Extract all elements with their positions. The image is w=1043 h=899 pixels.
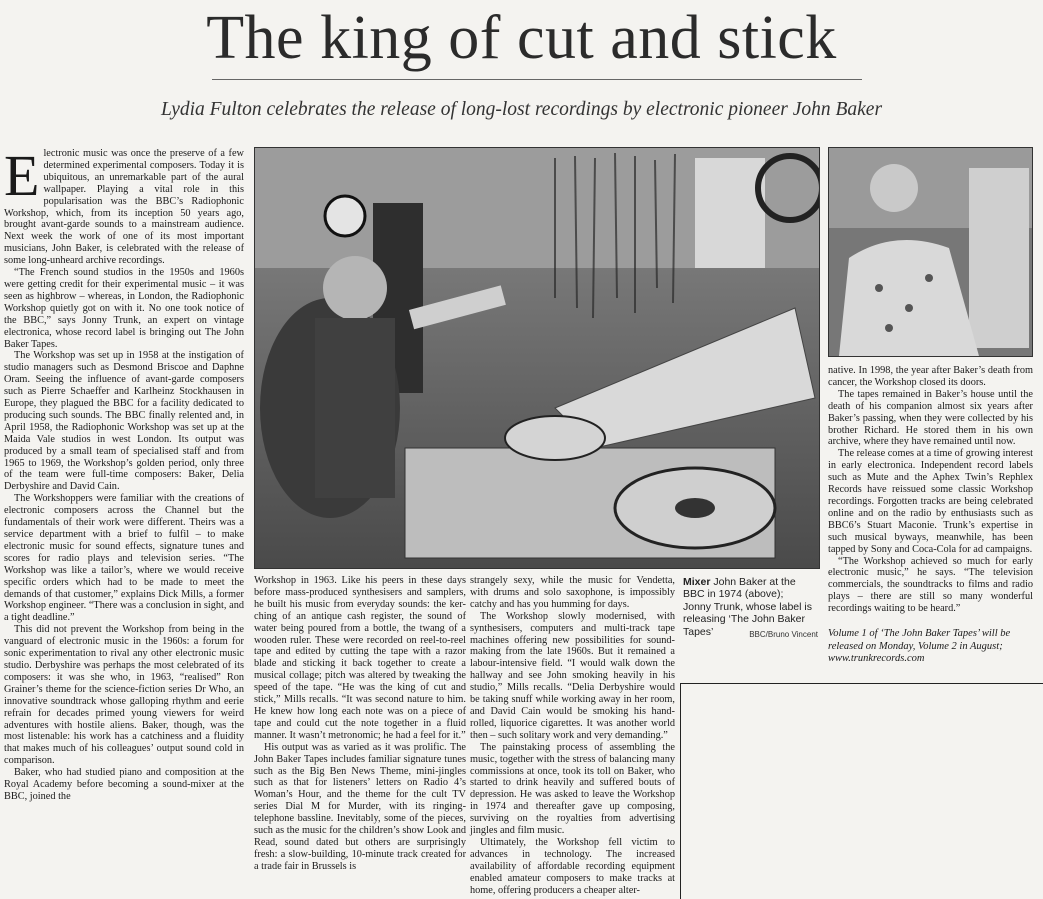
standfirst: Lydia Fulton celebrates the release of long-lost recordings by electronic pioneer John Baker (160, 99, 883, 120)
caption-text: John Baker at the BBC in 1974 (above); Jonny Trunk, whose label is releasing ‘The John Baker Tapes’ (683, 576, 812, 638)
drop-cap: E (4, 143, 40, 208)
paragraph: The Workshoppers were familiar with the creations of electronic composers across the Channel but the fundamentals of their work were different. Theirs was a service department with a brief to fulfil – to make electronic music for sound effects, signature tunes and scores for radio plays and television series. “The Workshop was like a tailor’s, where we would receive specific orders which had to be made to meet the demands of that customer,” explains Dick Mills, a former Workshop engineer. “There was a conclusion in sight, and a tight deadline.” (4, 493, 244, 624)
paragraph: The painstaking process of assembling the music, together with the stress of balancing many commissions at once, took its toll on Baker, who started to drink heavily and suffered bouts of depression. He was asked to leave the Workshop in 1974 and thereafter gave up composing, surviving on the royalties from advertising jingles and film music. (470, 741, 675, 837)
paragraph: The Workshop was set up in 1958 at the instigation of studio managers such as Desmond Briscoe and Daphne Oram. Seeing the influence of avant-garde composers such as Pierre Schaeffer and Karlheinz Stockhausen in Europe, they plagued the BBC for a facility dedicated to producing such sounds. The BBC finally relented and, in April 1958, the Radiophonic Workshop was set up at the Maida Vale studios in west London. Its output was produced by a small team of specialised staff and from 1965 to 1969, the Workshop’s golden period, only three of the team were full-time composers: Baker, Delia Derbyshire and David Cain. (4, 350, 244, 493)
box-rule-left (680, 683, 681, 899)
column-5 (828, 365, 1033, 615)
photo-caption (683, 576, 813, 638)
photo-john-baker-studio (254, 147, 820, 569)
headline-rule (212, 79, 862, 80)
photo-jonny-trunk (828, 147, 1033, 357)
paragraph: Electronic music was once the preserve of a few determined experimental composers. Today it is ubiquitous, an unremarkable part of the aural wallpaper. Playing a vital role in this popularisation was the BBC’s Radiophonic Workshop, which, from its inception 50 years ago, brought avant-garde sounds to a mainstream audience. Next week the work of one of its most important musicians, John Baker, is celebrated with the release of some long-unheard archive recordings. (4, 143, 244, 267)
paragraph: The Workshop slowly modernised, with synthesisers, computers and multi-track tape machines offering new possibilities for sound-making from the late 1960s. But it remained a labour-intensive field. “I would walk down the hallway and see John smoking heavily in his studio,” Mills recalls. “Delia Derbyshire would be taking snuff while working away in her room, and David Cain would be smoking his hand-rolled, liquorice cigarettes. It was another world then – such solitary work and very demanding.” (470, 610, 675, 741)
paragraph: Baker, who had studied piano and composition at the Royal Academy before becoming a sound-mixer at the BBC, joined the (4, 767, 244, 802)
caption-lead: Mixer (683, 576, 711, 588)
column-3 (470, 575, 675, 896)
paragraph: “The French sound studios in the 1950s and 1960s were getting credit for their experimental music – it was seen as highbrow – whereas, in London, the Radiophonic Workshop quietly got on with it. No one took notice of the BBC,” says Jonny Trunk, an expert on vintage electronica, whose record label is bringing out The John Baker Tapes. (4, 267, 244, 350)
release-footnote: Volume 1 of ‘The John Baker Tapes’ will be released on Monday, Volume 2 in August; www.trunkrecords.com (828, 628, 1011, 664)
paragraph: Workshop in 1963. Like his peers in these days before mass-produced synthesisers and samplers, he built his music from everyday sounds: the ker-ching of an antique cash register, the sound of water being poured from a bottle, the twang of a wooden ruler. These were recorded on reel-to-reel tape and edited by cutting the tape with a razor blade and sticking it back together to create a musical collage; pitch was altered by tweaking the speed of the tape. “He was the king of cut and stick,” Mills recalls. “It was second nature to him. He knew how long each note was on a piece of tape and could cut the note together in a fluid manner. It wasn’t metronomic; he had a feel for it.” (254, 575, 466, 741)
paragraph: native. In 1998, the year after Baker’s death from cancer, the Workshop closed its doors. (828, 365, 1033, 388)
paragraph: Ultimately, the Workshop fell victim to advances in technology. The increased availability of affordable recording equipment enabled amateur composers to make tracks at home, offering producers a cheaper alter- (470, 836, 675, 896)
headline: The king of cut and stick (206, 4, 837, 72)
paragraph: The release comes at a time of growing interest in early electronica. Independent record labels such as Mute and the Aphex Twin’s Rephlex Records have reissued some classic Workshop recordings. Forgotten tracks are being celebrated online and on the radio by enthusiasts such as BBC6’s Stuart Maconie. Trunk’s expertise in such musical byways, meanwhile, has been tapped by Sony and Coca-Cola for ad campaigns. (828, 448, 1033, 555)
box-rule-top (680, 683, 1043, 684)
column-2 (254, 575, 466, 873)
paragraph: “The Workshop achieved so much for early electronic music,” he says. “The television commercials, the soundtracks to films and radio plays – there are still so many wonderful recordings waiting to be heard.” (828, 555, 1033, 615)
paragraph: His output was as varied as it was prolific. The John Baker Tapes includes familiar signature tunes such as the Big Ben News Theme, mini-jingles such as that for listeners’ letters on Radio 4’s Woman’s Hour, and the theme for the cult TV series Dial M for Murder, with its ringing-telephone bassline. Inevitably, some of the pieces, such as the music for the children’s show Look and Read, sound dated but others are surprisingly fresh: a slow-building, 10-minute track created for a trade fair in Brussels is (254, 741, 466, 872)
paragraph: strangely sexy, while the music for Vendetta, with drums and solo saxophone, is impossibly catchy and has you humming for days. (470, 575, 675, 610)
paragraph: This did not prevent the Workshop from being in the vanguard of electronic music in the 1960s: a forum for sonic experimentation to rival any other electronic music studio. Derbyshire was perhaps the most celebrated of its composers: it was she who, in 1963, “realised” Ron Grainer’s theme for the science-fiction series Dr Who, an innovative soundtrack whose galloping rhythm and eerie refrain for decades primed young viewers for weird adventures with hostile aliens. Baker, though, was the most listenable: his work has a catchiness and a fluidity that makes much of his colleagues’ output sound cold in comparison. (4, 624, 244, 767)
paragraph: The tapes remained in Baker’s house until the death of his companion almost six years after Baker’s passing, when they were collected by his brother Richard. He stored them in his own archive, where they have remained until now. (828, 388, 1033, 448)
column-1 (4, 143, 244, 803)
photo-credit: BBC/Bruno Vincent (749, 630, 818, 639)
